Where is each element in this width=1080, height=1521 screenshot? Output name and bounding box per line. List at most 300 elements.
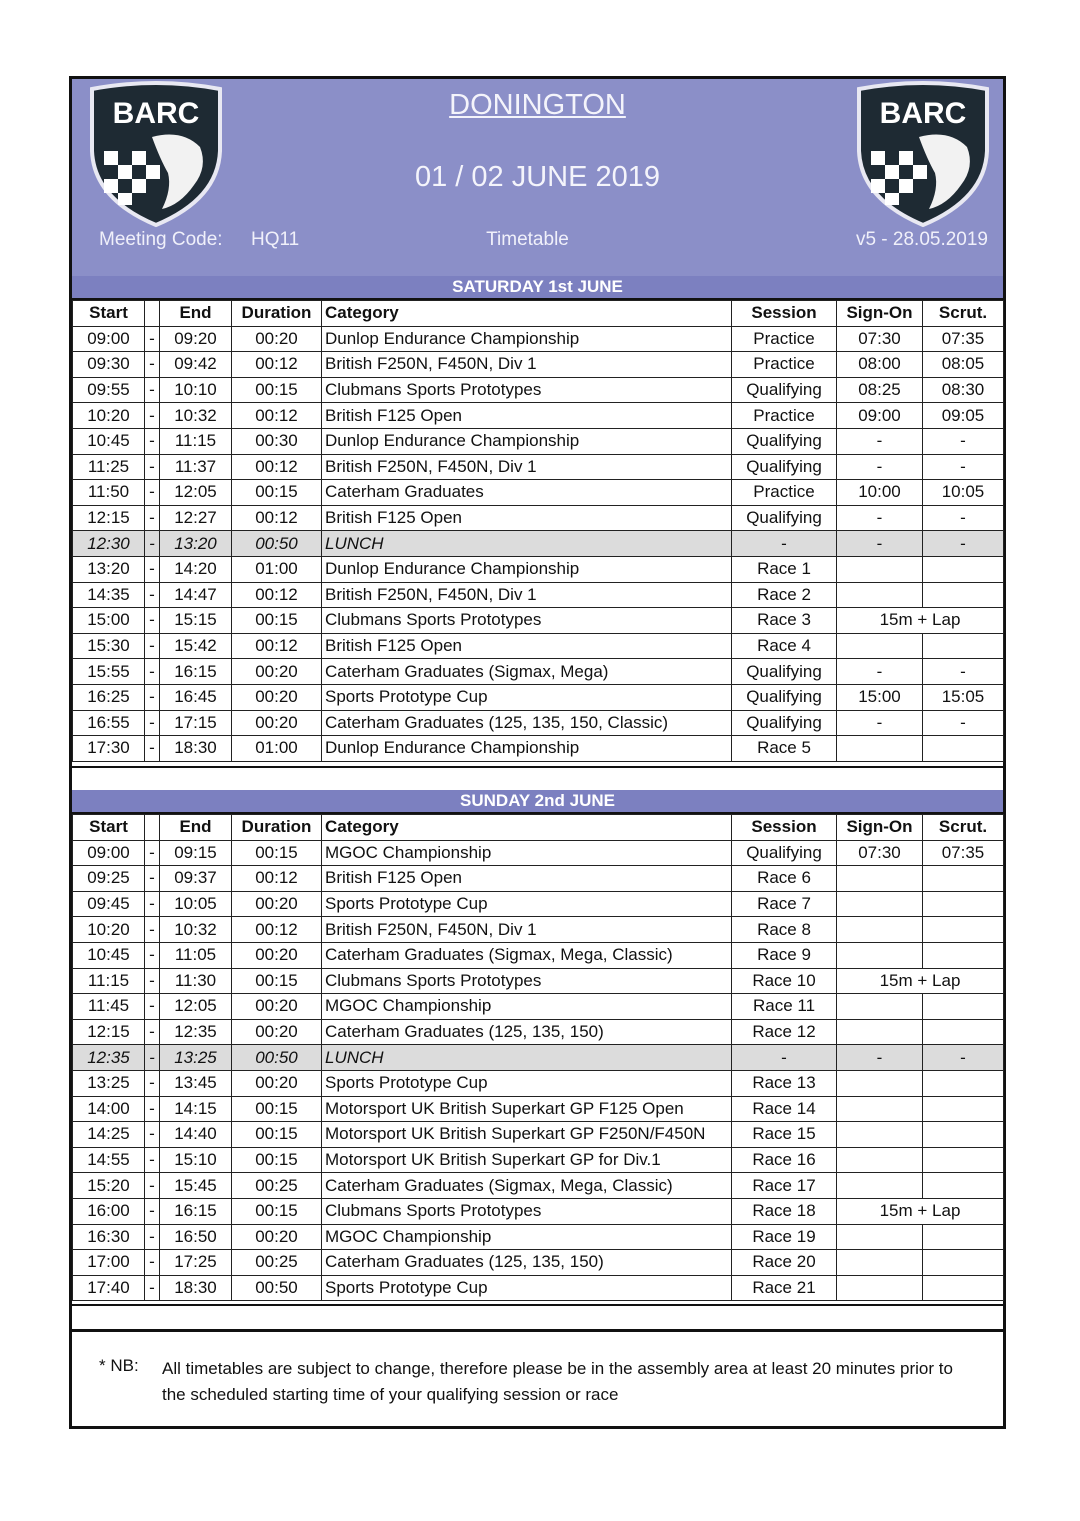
scrutineering-time	[923, 582, 1004, 608]
duration: 00:50	[232, 1045, 322, 1071]
time-separator: -	[145, 866, 160, 892]
category: Caterham Graduates	[322, 480, 732, 506]
start-time: 11:15	[73, 968, 145, 994]
end-time: 10:32	[160, 403, 232, 429]
session: Qualifying	[732, 710, 837, 736]
category: Caterham Graduates (Sigmax, Mega)	[322, 659, 732, 685]
lunch-row	[73, 531, 1004, 557]
category: British F250N, F450N, Div 1	[322, 917, 732, 943]
time-separator: -	[145, 480, 160, 506]
category: Motorsport UK British Superkart GP F125 Open	[322, 1096, 732, 1122]
table-row	[73, 428, 1004, 454]
end-time: 10:32	[160, 917, 232, 943]
category: MGOC Championship	[322, 1224, 732, 1250]
sign-on-time	[837, 1147, 923, 1173]
table-row	[73, 968, 1004, 994]
table-row	[73, 352, 1004, 378]
time-separator: -	[145, 1250, 160, 1276]
meeting-header	[72, 79, 1003, 279]
category: Sports Prototype Cup	[322, 1070, 732, 1096]
duration: 00:15	[232, 1147, 322, 1173]
table-row	[73, 866, 1004, 892]
sign-on-time: -	[837, 454, 923, 480]
duration: 00:20	[232, 326, 322, 352]
category: Caterham Graduates (125, 135, 150)	[322, 1019, 732, 1045]
sign-on-time: 15:00	[837, 684, 923, 710]
scrutineering-time: 10:05	[923, 480, 1004, 506]
spacer-row	[72, 766, 1003, 792]
end-time: 18:30	[160, 736, 232, 762]
duration: 01:00	[232, 736, 322, 762]
duration: 00:25	[232, 1173, 322, 1199]
table-row	[73, 917, 1004, 943]
table-row	[73, 1147, 1004, 1173]
end-time: 13:20	[160, 531, 232, 557]
category: LUNCH	[322, 1045, 732, 1071]
end-time: 11:37	[160, 454, 232, 480]
category: MGOC Championship	[322, 840, 732, 866]
time-separator: -	[145, 840, 160, 866]
table-row	[73, 659, 1004, 685]
scrutineering-time	[923, 1224, 1004, 1250]
category: Clubmans Sports Prototypes	[322, 377, 732, 403]
time-separator: -	[145, 556, 160, 582]
end-time: 15:42	[160, 633, 232, 659]
sign-on-time	[837, 1122, 923, 1148]
session: Qualifying	[732, 505, 837, 531]
start-time: 16:55	[73, 710, 145, 736]
column-header-end: End	[160, 301, 232, 327]
end-time: 14:40	[160, 1122, 232, 1148]
scrutineering-time	[923, 556, 1004, 582]
table-row	[73, 403, 1004, 429]
logo-text: BARC	[879, 97, 967, 130]
start-time: 09:00	[73, 326, 145, 352]
scrutineering-time	[923, 917, 1004, 943]
start-time: 10:45	[73, 428, 145, 454]
day-title: SATURDAY 1st JUNE	[72, 276, 1003, 300]
end-time: 18:30	[160, 1275, 232, 1301]
end-time: 16:15	[160, 659, 232, 685]
scrutineering-time: -	[923, 454, 1004, 480]
sign-on-time: -	[837, 505, 923, 531]
end-time: 12:27	[160, 505, 232, 531]
time-separator: -	[145, 659, 160, 685]
start-time: 15:30	[73, 633, 145, 659]
start-time: 11:50	[73, 480, 145, 506]
scrutineering-time: -	[923, 1045, 1004, 1071]
session: Race 4	[732, 633, 837, 659]
scrutineering-time: -	[923, 531, 1004, 557]
end-time: 09:37	[160, 866, 232, 892]
sign-on-time: 07:30	[837, 326, 923, 352]
end-time: 17:25	[160, 1250, 232, 1276]
session: Race 8	[732, 917, 837, 943]
session: Qualifying	[732, 377, 837, 403]
scrutineering-time	[923, 1019, 1004, 1045]
duration: 00:15	[232, 1122, 322, 1148]
time-separator: -	[145, 891, 160, 917]
duration: 00:20	[232, 891, 322, 917]
meeting-code: HQ11	[251, 229, 300, 250]
table-row	[73, 582, 1004, 608]
column-header-session: Session	[732, 815, 837, 841]
sign-on-time: -	[837, 428, 923, 454]
session: -	[732, 1045, 837, 1071]
sign-on-time	[837, 1275, 923, 1301]
end-time: 09:15	[160, 840, 232, 866]
category: British F250N, F450N, Div 1	[322, 454, 732, 480]
time-separator: -	[145, 684, 160, 710]
saturday-timetable	[72, 300, 1004, 762]
category: Motorsport UK British Superkart GP for Div.1	[322, 1147, 732, 1173]
time-separator: -	[145, 377, 160, 403]
session: Qualifying	[732, 840, 837, 866]
category: British F125 Open	[322, 633, 732, 659]
scrutineering-time: 08:30	[923, 377, 1004, 403]
table-row	[73, 1275, 1004, 1301]
time-separator: -	[145, 1173, 160, 1199]
time-separator: -	[145, 968, 160, 994]
start-time: 10:20	[73, 917, 145, 943]
session: Race 1	[732, 556, 837, 582]
session: Qualifying	[732, 684, 837, 710]
time-separator: -	[145, 917, 160, 943]
duration: 00:15	[232, 608, 322, 634]
duration: 00:15	[232, 377, 322, 403]
duration: 00:20	[232, 1019, 322, 1045]
duration: 00:12	[232, 866, 322, 892]
table-row	[73, 684, 1004, 710]
end-time: 17:15	[160, 710, 232, 736]
session: -	[732, 531, 837, 557]
scrutineering-time	[923, 736, 1004, 762]
table-row	[73, 1070, 1004, 1096]
scrutineering-time: 08:05	[923, 352, 1004, 378]
time-separator: -	[145, 1045, 160, 1071]
session: Race 12	[732, 1019, 837, 1045]
column-header-row	[73, 815, 1004, 841]
start-time: 11:45	[73, 994, 145, 1020]
duration: 00:12	[232, 454, 322, 480]
table-row	[73, 942, 1004, 968]
table-row	[73, 454, 1004, 480]
sign-on-time	[837, 891, 923, 917]
sign-on-time: 09:00	[837, 403, 923, 429]
duration: 00:15	[232, 1198, 322, 1224]
notice-box	[72, 1329, 1003, 1429]
duration: 00:20	[232, 942, 322, 968]
sign-on-time	[837, 1224, 923, 1250]
start-time: 09:30	[73, 352, 145, 378]
category: Dunlop Endurance Championship	[322, 326, 732, 352]
column-header-duration: Duration	[232, 301, 322, 327]
session: Race 6	[732, 866, 837, 892]
column-header-session: Session	[732, 301, 837, 327]
session: Race 15	[732, 1122, 837, 1148]
time-separator: -	[145, 582, 160, 608]
version-label: v5 - 28.05.2019	[855, 229, 988, 250]
start-time: 17:00	[73, 1250, 145, 1276]
column-header-sign-on: Sign-On	[837, 301, 923, 327]
session: Race 13	[732, 1070, 837, 1096]
sign-on-time	[837, 1070, 923, 1096]
time-separator: -	[145, 352, 160, 378]
table-row	[73, 1173, 1004, 1199]
sign-on-time	[837, 1173, 923, 1199]
category: Dunlop Endurance Championship	[322, 428, 732, 454]
time-separator: -	[145, 1019, 160, 1045]
table-row	[73, 505, 1004, 531]
sign-on-time: 08:00	[837, 352, 923, 378]
scrutineering-time	[923, 866, 1004, 892]
sign-on-time	[837, 1096, 923, 1122]
sign-on-time	[837, 942, 923, 968]
table-row	[73, 736, 1004, 762]
time-separator: -	[145, 403, 160, 429]
column-header-row	[73, 301, 1004, 327]
session: Race 18	[732, 1198, 837, 1224]
table-row	[73, 1224, 1004, 1250]
time-separator: -	[145, 1224, 160, 1250]
duration: 00:20	[232, 1070, 322, 1096]
end-time: 13:45	[160, 1070, 232, 1096]
table-row	[73, 1122, 1004, 1148]
scrutineering-time	[923, 633, 1004, 659]
start-time: 15:00	[73, 608, 145, 634]
sunday-timetable	[72, 814, 1004, 1301]
sign-on-time: 10:00	[837, 480, 923, 506]
end-time: 11:05	[160, 942, 232, 968]
table-row	[73, 633, 1004, 659]
race-length: 15m + Lap	[837, 1198, 1004, 1224]
category: Clubmans Sports Prototypes	[322, 608, 732, 634]
duration: 00:12	[232, 352, 322, 378]
column-header-sign-on: Sign-On	[837, 815, 923, 841]
duration: 00:12	[232, 582, 322, 608]
scrutineering-time: -	[923, 428, 1004, 454]
start-time: 16:00	[73, 1198, 145, 1224]
category: Caterham Graduates (Sigmax, Mega, Classic)	[322, 942, 732, 968]
sign-on-time	[837, 582, 923, 608]
category: Caterham Graduates (125, 135, 150, Classic)	[322, 710, 732, 736]
time-separator: -	[145, 1198, 160, 1224]
session: Race 3	[732, 608, 837, 634]
column-header-duration: Duration	[232, 815, 322, 841]
start-time: 10:20	[73, 403, 145, 429]
session: Race 21	[732, 1275, 837, 1301]
column-header-scrut: Scrut.	[923, 301, 1004, 327]
start-time: 17:30	[73, 736, 145, 762]
sign-on-time	[837, 917, 923, 943]
time-separator: -	[145, 531, 160, 557]
category: British F125 Open	[322, 505, 732, 531]
table-row	[73, 608, 1004, 634]
time-separator: -	[145, 326, 160, 352]
start-time: 15:55	[73, 659, 145, 685]
category: Motorsport UK British Superkart GP F250N/F450N	[322, 1122, 732, 1148]
lunch-row	[73, 1045, 1004, 1071]
end-time: 09:20	[160, 326, 232, 352]
session: Qualifying	[732, 428, 837, 454]
timetable-sheet	[69, 76, 1006, 1429]
scrutineering-time	[923, 1070, 1004, 1096]
start-time: 17:40	[73, 1275, 145, 1301]
end-time: 14:20	[160, 556, 232, 582]
session: Race 19	[732, 1224, 837, 1250]
category: MGOC Championship	[322, 994, 732, 1020]
start-time: 10:45	[73, 942, 145, 968]
time-separator: -	[145, 1275, 160, 1301]
end-time: 11:30	[160, 968, 232, 994]
start-time: 12:30	[73, 531, 145, 557]
end-time: 13:25	[160, 1045, 232, 1071]
sign-on-time: -	[837, 659, 923, 685]
table-row	[73, 480, 1004, 506]
scrutineering-time	[923, 1173, 1004, 1199]
time-separator: -	[145, 608, 160, 634]
end-time: 15:15	[160, 608, 232, 634]
duration: 00:12	[232, 917, 322, 943]
scrutineering-time	[923, 1096, 1004, 1122]
scrutineering-time: 15:05	[923, 684, 1004, 710]
column-header-separator	[145, 815, 160, 841]
session: Race 20	[732, 1250, 837, 1276]
table-row	[73, 994, 1004, 1020]
end-time: 12:05	[160, 994, 232, 1020]
start-time: 13:25	[73, 1070, 145, 1096]
table-row	[73, 1198, 1004, 1224]
end-time: 15:45	[160, 1173, 232, 1199]
sign-on-time	[837, 1019, 923, 1045]
end-time: 16:15	[160, 1198, 232, 1224]
session: Qualifying	[732, 659, 837, 685]
start-time: 16:25	[73, 684, 145, 710]
start-time: 12:15	[73, 1019, 145, 1045]
time-separator: -	[145, 1096, 160, 1122]
column-header-separator	[145, 301, 160, 327]
end-time: 15:10	[160, 1147, 232, 1173]
category: British F250N, F450N, Div 1	[322, 352, 732, 378]
session: Practice	[732, 352, 837, 378]
end-time: 10:05	[160, 891, 232, 917]
time-separator: -	[145, 1147, 160, 1173]
sign-on-time	[837, 994, 923, 1020]
sign-on-time	[837, 1250, 923, 1276]
start-time: 14:35	[73, 582, 145, 608]
time-separator: -	[145, 1070, 160, 1096]
column-header-category: Category	[322, 815, 732, 841]
session: Race 17	[732, 1173, 837, 1199]
duration: 00:15	[232, 968, 322, 994]
column-header-start: Start	[73, 301, 145, 327]
category: Dunlop Endurance Championship	[322, 556, 732, 582]
duration: 01:00	[232, 556, 322, 582]
duration: 00:15	[232, 480, 322, 506]
end-time: 09:42	[160, 352, 232, 378]
start-time: 14:25	[73, 1122, 145, 1148]
category: British F250N, F450N, Div 1	[322, 582, 732, 608]
session: Race 7	[732, 891, 837, 917]
duration: 00:12	[232, 403, 322, 429]
scrutineering-time: 07:35	[923, 326, 1004, 352]
table-row	[73, 1019, 1004, 1045]
end-time: 11:15	[160, 428, 232, 454]
start-time: 12:35	[73, 1045, 145, 1071]
scrutineering-time: -	[923, 659, 1004, 685]
scrutineering-time: 09:05	[923, 403, 1004, 429]
sign-on-time	[837, 866, 923, 892]
spacer-row	[72, 1304, 1003, 1331]
venue-title: DONINGTON	[449, 89, 626, 121]
time-separator: -	[145, 710, 160, 736]
duration: 00:12	[232, 505, 322, 531]
scrutineering-time: -	[923, 505, 1004, 531]
table-row	[73, 1096, 1004, 1122]
time-separator: -	[145, 942, 160, 968]
scrutineering-time	[923, 994, 1004, 1020]
session: Race 16	[732, 1147, 837, 1173]
table-row	[73, 891, 1004, 917]
start-time: 14:55	[73, 1147, 145, 1173]
end-time: 14:47	[160, 582, 232, 608]
table-row	[73, 326, 1004, 352]
session: Practice	[732, 480, 837, 506]
scrutineering-time: 07:35	[923, 840, 1004, 866]
category: Sports Prototype Cup	[322, 1275, 732, 1301]
start-time: 09:45	[73, 891, 145, 917]
start-time: 09:25	[73, 866, 145, 892]
start-time: 13:20	[73, 556, 145, 582]
category: LUNCH	[322, 531, 732, 557]
duration: 00:15	[232, 840, 322, 866]
category: Sports Prototype Cup	[322, 891, 732, 917]
column-header-start: Start	[73, 815, 145, 841]
start-time: 09:00	[73, 840, 145, 866]
session: Race 14	[732, 1096, 837, 1122]
duration: 00:50	[232, 531, 322, 557]
start-time: 11:25	[73, 454, 145, 480]
session: Race 2	[732, 582, 837, 608]
duration: 00:25	[232, 1250, 322, 1276]
start-time: 14:00	[73, 1096, 145, 1122]
time-separator: -	[145, 736, 160, 762]
end-time: 12:05	[160, 480, 232, 506]
logo-text: BARC	[112, 97, 200, 130]
category: Dunlop Endurance Championship	[322, 736, 732, 762]
session: Race 11	[732, 994, 837, 1020]
session: Practice	[732, 326, 837, 352]
start-time: 15:20	[73, 1173, 145, 1199]
column-header-category: Category	[322, 301, 732, 327]
category: British F125 Open	[322, 866, 732, 892]
end-time: 12:35	[160, 1019, 232, 1045]
category: Clubmans Sports Prototypes	[322, 968, 732, 994]
table-row	[73, 840, 1004, 866]
end-time: 16:45	[160, 684, 232, 710]
table-row	[73, 377, 1004, 403]
start-time: 12:15	[73, 505, 145, 531]
duration: 00:20	[232, 710, 322, 736]
sign-on-time	[837, 556, 923, 582]
scrutineering-time	[923, 1275, 1004, 1301]
sign-on-time: -	[837, 531, 923, 557]
start-time: 09:55	[73, 377, 145, 403]
duration: 00:50	[232, 1275, 322, 1301]
session: Practice	[732, 403, 837, 429]
sign-on-time: -	[837, 710, 923, 736]
start-time: 16:30	[73, 1224, 145, 1250]
